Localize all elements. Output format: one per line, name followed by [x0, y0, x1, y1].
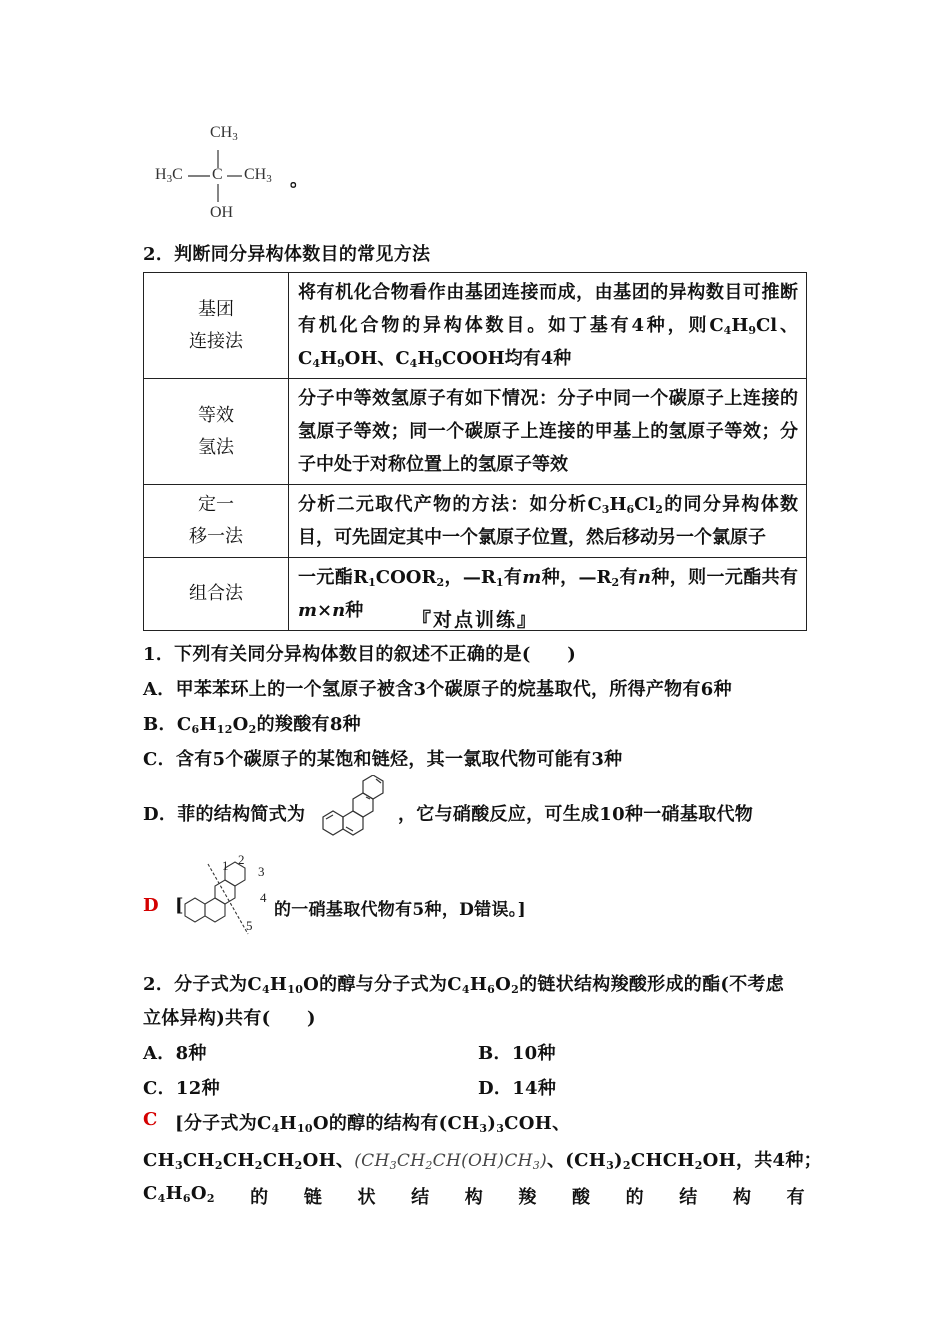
q2-option-d: D．14种 — [478, 1078, 557, 1099]
table-row — [144, 379, 807, 485]
method-name-line: 移一法 — [189, 526, 243, 547]
q1-option-d-suffix: ，它与硝酸反应，可生成10种一硝基取代物 — [398, 804, 754, 825]
method-name-line: 连接法 — [189, 330, 243, 352]
method-name-line: 定一 — [198, 494, 234, 515]
q2-answer: C — [143, 1109, 158, 1130]
q2-expl-line1: [分子式为$C_4H_{10}O$的醇的结构有$(CH_3)_3COH$、 — [175, 1113, 571, 1135]
method-name-line: 等效 — [198, 404, 234, 426]
q2-expl-word: 构 — [732, 1187, 752, 1208]
method-name-line: 氢法 — [198, 436, 234, 458]
table-row — [144, 485, 807, 558]
q2-expl-word: 的 — [625, 1187, 644, 1208]
q2-expl-word: 的 — [250, 1187, 269, 1208]
struct-right-ch3: $CH_3$ — [244, 166, 272, 185]
method-name-line: 基团 — [198, 298, 234, 320]
ring-label: 4 — [260, 890, 267, 905]
struct-period: 。 — [290, 170, 309, 191]
q2-expl-word: 链 — [303, 1187, 323, 1208]
q2-expl-line2: $CH_3CH_2CH_2CH_2OH$、$(CH_3CH_2CH(OH)CH_3)$、$(CH_3)_2CHCH_2OH$，共4种； — [143, 1150, 822, 1172]
ring-label: 5 — [246, 918, 253, 933]
phenanthrene-structure — [315, 775, 395, 837]
table-row — [144, 273, 807, 379]
q2-expl-word: 有 — [786, 1187, 805, 1208]
q2-stem-line2: 立体异构)共有( ) — [143, 1008, 316, 1029]
methods-table — [143, 272, 807, 631]
q1-option-b: B．$C_6H_{12}O_2$的羧酸有8种 — [143, 714, 361, 736]
section2-title: 2．判断同分异构体数目的常见方法 — [143, 244, 431, 265]
q1-option-c: C．含有5个碳原子的某饱和链烃，其一氯取代物可能有3种 — [143, 749, 623, 770]
struct-center-c: C — [212, 166, 223, 183]
method-desc-cell: 分析二元取代产物的方法：如分析$C_3H_6Cl_2$的同分异构体数目，可先固定其中一个氯原子位置，然后移动另一个氯原子 — [289, 485, 807, 558]
q1-option-d-prefix: D．菲的结构简式为 — [143, 804, 306, 825]
q1-option-b-prefix: B． — [143, 714, 177, 735]
phenanthrene-numbered-structure — [180, 852, 275, 937]
q2-expl-word: $C_4H_6O_2$ — [143, 1183, 215, 1205]
method-desc-cell: 分子中等效氢原子有如下情况：分子中同一个碳原子上连接的氢原子等效；同一个碳原子上连接的甲基上的氢原子等效；分子中处于对称位置上的氢原子等效 — [289, 379, 807, 485]
q2-option-c: C．12种 — [143, 1078, 220, 1099]
q2-expl-word: 结 — [411, 1187, 430, 1208]
ring-label: 3 — [258, 864, 265, 879]
method-desc-cell: 一元酯$R_1COOR_2$，$—R_1$有m种，$—R_2$有n种，则一元酯共有m×n种 — [289, 558, 807, 631]
q2-option-b: B．10种 — [478, 1043, 556, 1064]
q2-expl-word: 构 — [464, 1187, 484, 1208]
q2-expl-word: 羧 — [518, 1187, 537, 1208]
q1-stem: 1．下列有关同分异构体数目的叙述不正确的是( ) — [143, 644, 577, 665]
q1-explanation: 的一硝基取代物有5种，D错误。] — [274, 900, 526, 920]
ring-label: 2 — [238, 852, 245, 867]
struct-bottom-oh: OH — [210, 204, 234, 221]
ring-label: 1 — [222, 858, 229, 873]
training-header: 『对点训练』 — [411, 609, 538, 631]
method-desc-cell: 将有机化合物看作由基团连接而成，由基团的异构数目可推断有机化合物的异构体数目。如丁基有4种，则$C_4H_9Cl$、$C_4H_9OH$、$C_4H_9COOH$均有4种 — [289, 273, 807, 379]
method-name-cell — [144, 379, 289, 485]
q2-expl-word: 酸 — [572, 1187, 591, 1208]
tert-butanol-structure — [150, 120, 310, 230]
q1-option-a: A．甲苯苯环上的一个氢原子被含3个碳原子的烷基取代，所得产物有6种 — [143, 679, 732, 700]
q2-stem-line1: 2．分子式为$C_4H_{10}O$的醇与分子式为$C_4H_6O_2$的链状结构羧酸形成的酯(不考虑 — [143, 974, 785, 996]
q1-explanation-open: [ — [175, 895, 184, 916]
q2-expl-line3 — [143, 1183, 805, 1209]
q2-struct-secbutanol: $(CH_3CH_2CH(OH)CH_3)$ — [354, 1151, 547, 1172]
method-name-cell — [144, 485, 289, 558]
struct-left-h3c: $H_3C$ — [155, 166, 183, 185]
q2-option-a: A．8种 — [143, 1043, 207, 1064]
method-name-cell — [144, 273, 289, 379]
method-name-line: 组合法 — [189, 583, 243, 604]
q1-answer: D — [143, 895, 159, 916]
q2-expl-word: 状 — [357, 1187, 376, 1208]
struct-top-ch3: $CH_3$ — [210, 124, 238, 143]
q2-expl-word: 结 — [679, 1187, 698, 1208]
